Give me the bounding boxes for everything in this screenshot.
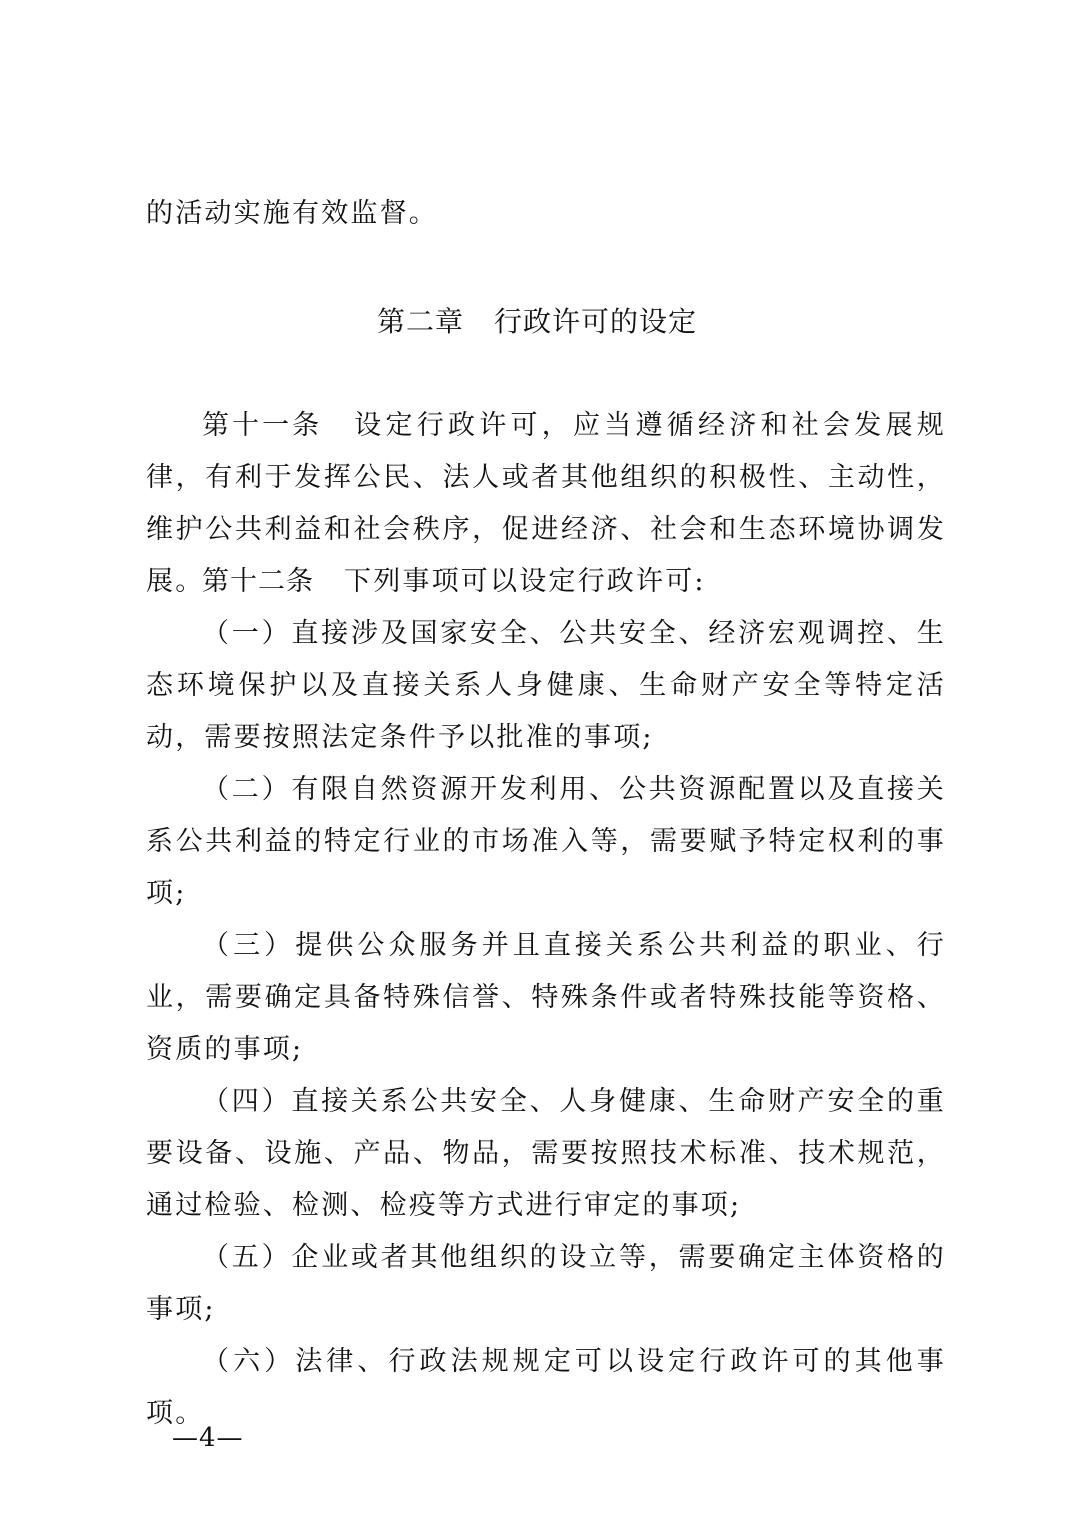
page-number: —4— <box>172 1423 244 1453</box>
continuation-paragraph <box>146 188 946 240</box>
article-11-text: 设定行政许可，应当遵循经济和社会发展规律，有利于发挥公民、法人或者其他组织的积极性、主动性，维护公共利益和社会秩序，促进经济、社会和生态环境协调发展。 <box>146 410 946 597</box>
article-12-intro: 下列事项可以设定行政许可: <box>344 566 706 597</box>
article-12-item-4: （四）直接关系公共安全、人身健康、生命财产安全的重要设备、设施、产品、物品，需要按照技术标准、技术规范，通过检验、检测、检疫等方式进行审定的事项; <box>146 1086 946 1221</box>
article-12 <box>146 556 946 1440</box>
chapter-heading <box>0 296 1074 348</box>
article-11-label: 第十一条 <box>202 410 323 441</box>
article-12-item-3: （三）提供公众服务并且直接关系公共利益的职业、行业，需要确定具备特殊信誉、特殊条件或者特殊技能等资格、资质的事项; <box>146 930 946 1065</box>
chapter-title-text: 行政许可的设定 <box>494 305 698 338</box>
article-12-label: 第十二条 <box>202 566 314 597</box>
chapter-number: 第二章 <box>376 305 464 338</box>
continuation-text: 的活动实施有效监督。 <box>146 198 438 229</box>
article-12-item-1: （一）直接涉及国家安全、公共安全、经济宏观调控、生态环境保护以及直接关系人身健康、生命财产安全等特定活动，需要按照法定条件予以批准的事项; <box>146 618 946 753</box>
article-12-item-6: （六）法律、行政法规规定可以设定行政许可的其他事项。 <box>146 1346 946 1429</box>
article-12-item-5: （五）企业或者其他组织的设立等，需要确定主体资格的事项; <box>146 1242 946 1325</box>
article-12-intro-paragraph <box>146 556 946 608</box>
article-12-item-2: （二）有限自然资源开发利用、公共资源配置以及直接关系公共利益的特定行业的市场准入等，需要赋予特定权利的事项; <box>146 774 946 909</box>
